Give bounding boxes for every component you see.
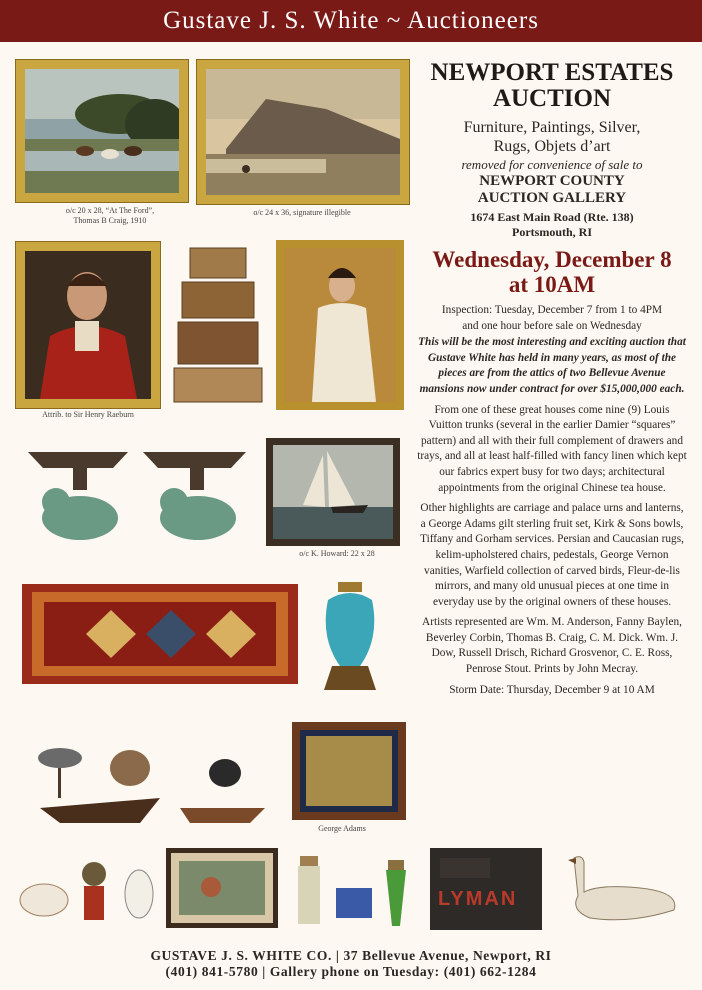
carved-birds-photo [20, 728, 270, 828]
venue-line2: AUCTION GALLERY [477, 190, 627, 206]
removed-note: removed for convenience of sale to [461, 157, 643, 172]
turquoise-urn-photo [314, 578, 386, 696]
portrait-raeburn [16, 242, 160, 408]
header-bar [0, 0, 702, 42]
highlight-text: This will be the most interesting and exciting auction that Gustave White has held in many years, as most of the pieces are from the attics of two Bellevue Avenue mansions now under contract for over $15,000,000 each. [418, 336, 686, 395]
sale-title-line1: NEWPORT ESTATES [430, 59, 674, 86]
birds-image [20, 728, 270, 828]
bottles-image [288, 848, 418, 930]
portrait-lady [276, 240, 404, 410]
sale-details [417, 60, 687, 698]
caption-signature: o/c 24 x 36, signature illegible [253, 208, 351, 217]
caption-craig [40, 206, 180, 226]
foo-dogs-image [18, 440, 258, 550]
urn-image [314, 578, 386, 696]
lyman-sign-photo [430, 848, 542, 930]
header-title: Gustave J. S. White ~ Auctioneers [163, 7, 539, 34]
perfume-bottles-photo [288, 848, 418, 930]
print-image [171, 853, 273, 923]
paragraph-trunks: From one of these great houses come nine (9) Louis Vuitton trunks (several in the earlier Damier “squares” pattern) and all with their full complement of drawers and trays, and all at least half-filled with fancy linen which kept our fabrics expert busy for two days; architectural appointments from the original Chinese tea house. [417, 403, 687, 494]
caption-adams: George Adams [318, 824, 366, 833]
inspection-line1: Inspection: Tuesday, December 7 from 1 to 4PM [441, 304, 663, 316]
lady-portrait-image [284, 248, 396, 402]
items-line2: Rugs, Objets d’art [493, 138, 611, 155]
foo-dog-pedestals-photo [18, 440, 258, 550]
swan-decoy-photo [550, 848, 690, 930]
footer-line2: (401) 841-5780 | Gallery phone on Tuesday: (401) 662-1284 [165, 964, 537, 979]
paragraph-highlights: Other highlights are carriage and palace urns and lanterns, a George Adams gilt sterling fruit set, Kirk & Sons bowls, Tiffany and Gorham services. Persian and Caucasian rugs, kelim-upholstered chairs, pedestals, George Vernon vanities, Warfield collection of carved birds, Fleur-de-lis mirrors, and many old unusual pieces at one time in everyday use by the original owners of these houses. [420, 502, 684, 608]
address-line2: Portsmouth, RI [512, 225, 592, 239]
storm-date: Storm Date: Thursday, December 9 at 10 AM [449, 683, 655, 696]
sale-date-line2: at 10AM [508, 272, 596, 297]
officer-portrait-image [25, 251, 151, 399]
paragraph-artists: Artists represented are Wm. M. Anderson, Fanny Baylen, Beverley Corbin, Thomas B. Craig, C. M. Dick. Wm. J. Dow, Russell Drisch, Richard Grosvenor, C. E. Ross, Penrose Stout. Prints by John Mecray. [422, 616, 682, 676]
rug-image [16, 578, 304, 690]
items-line1: Furniture, Paintings, Silver, [463, 119, 641, 136]
landscape-cows-image [25, 69, 179, 193]
persian-rug-photo [16, 578, 304, 690]
trunks-stack-image [168, 242, 268, 408]
doorstops-photo [14, 850, 162, 930]
inspection-line2: and one hour before sale on Wednesday [462, 319, 642, 332]
painting-at-the-ford [16, 60, 188, 202]
sign-lyman-text: LYMAN [438, 888, 518, 910]
vuitton-trunks-photo [168, 242, 268, 408]
painting-schooner [266, 438, 400, 546]
framed-print-photo [166, 848, 278, 928]
schooner-image [273, 445, 393, 539]
footer [0, 948, 702, 980]
coastal-landscape-image [206, 69, 400, 195]
cutlery-case-image [290, 720, 408, 822]
caption-craig-line2: Thomas B Craig, 1910 [73, 216, 147, 225]
footer-line1: GUSTAVE J. S. WHITE CO. | 37 Bellevue Avenue, Newport, RI [150, 948, 552, 963]
cast-iron-doorstops-image [14, 850, 162, 930]
address-line1: 1674 East Main Road (Rte. 138) [470, 210, 634, 224]
sale-title-line2: AUCTION [492, 85, 612, 112]
caption-raeburn: Attrib. to Sir Henry Raeburn [42, 410, 134, 419]
painting-coastal [197, 60, 409, 204]
swan-decoy-image [550, 848, 690, 930]
george-adams-silver-case [290, 720, 408, 822]
venue-line1: NEWPORT COUNTY [479, 173, 625, 189]
sale-date-line1: Wednesday, December 8 [432, 247, 672, 272]
caption-craig-line1: o/c 20 x 28, “At The Ford”, [65, 206, 155, 215]
caption-howard: o/c K. Howard: 22 x 28 [299, 549, 375, 558]
